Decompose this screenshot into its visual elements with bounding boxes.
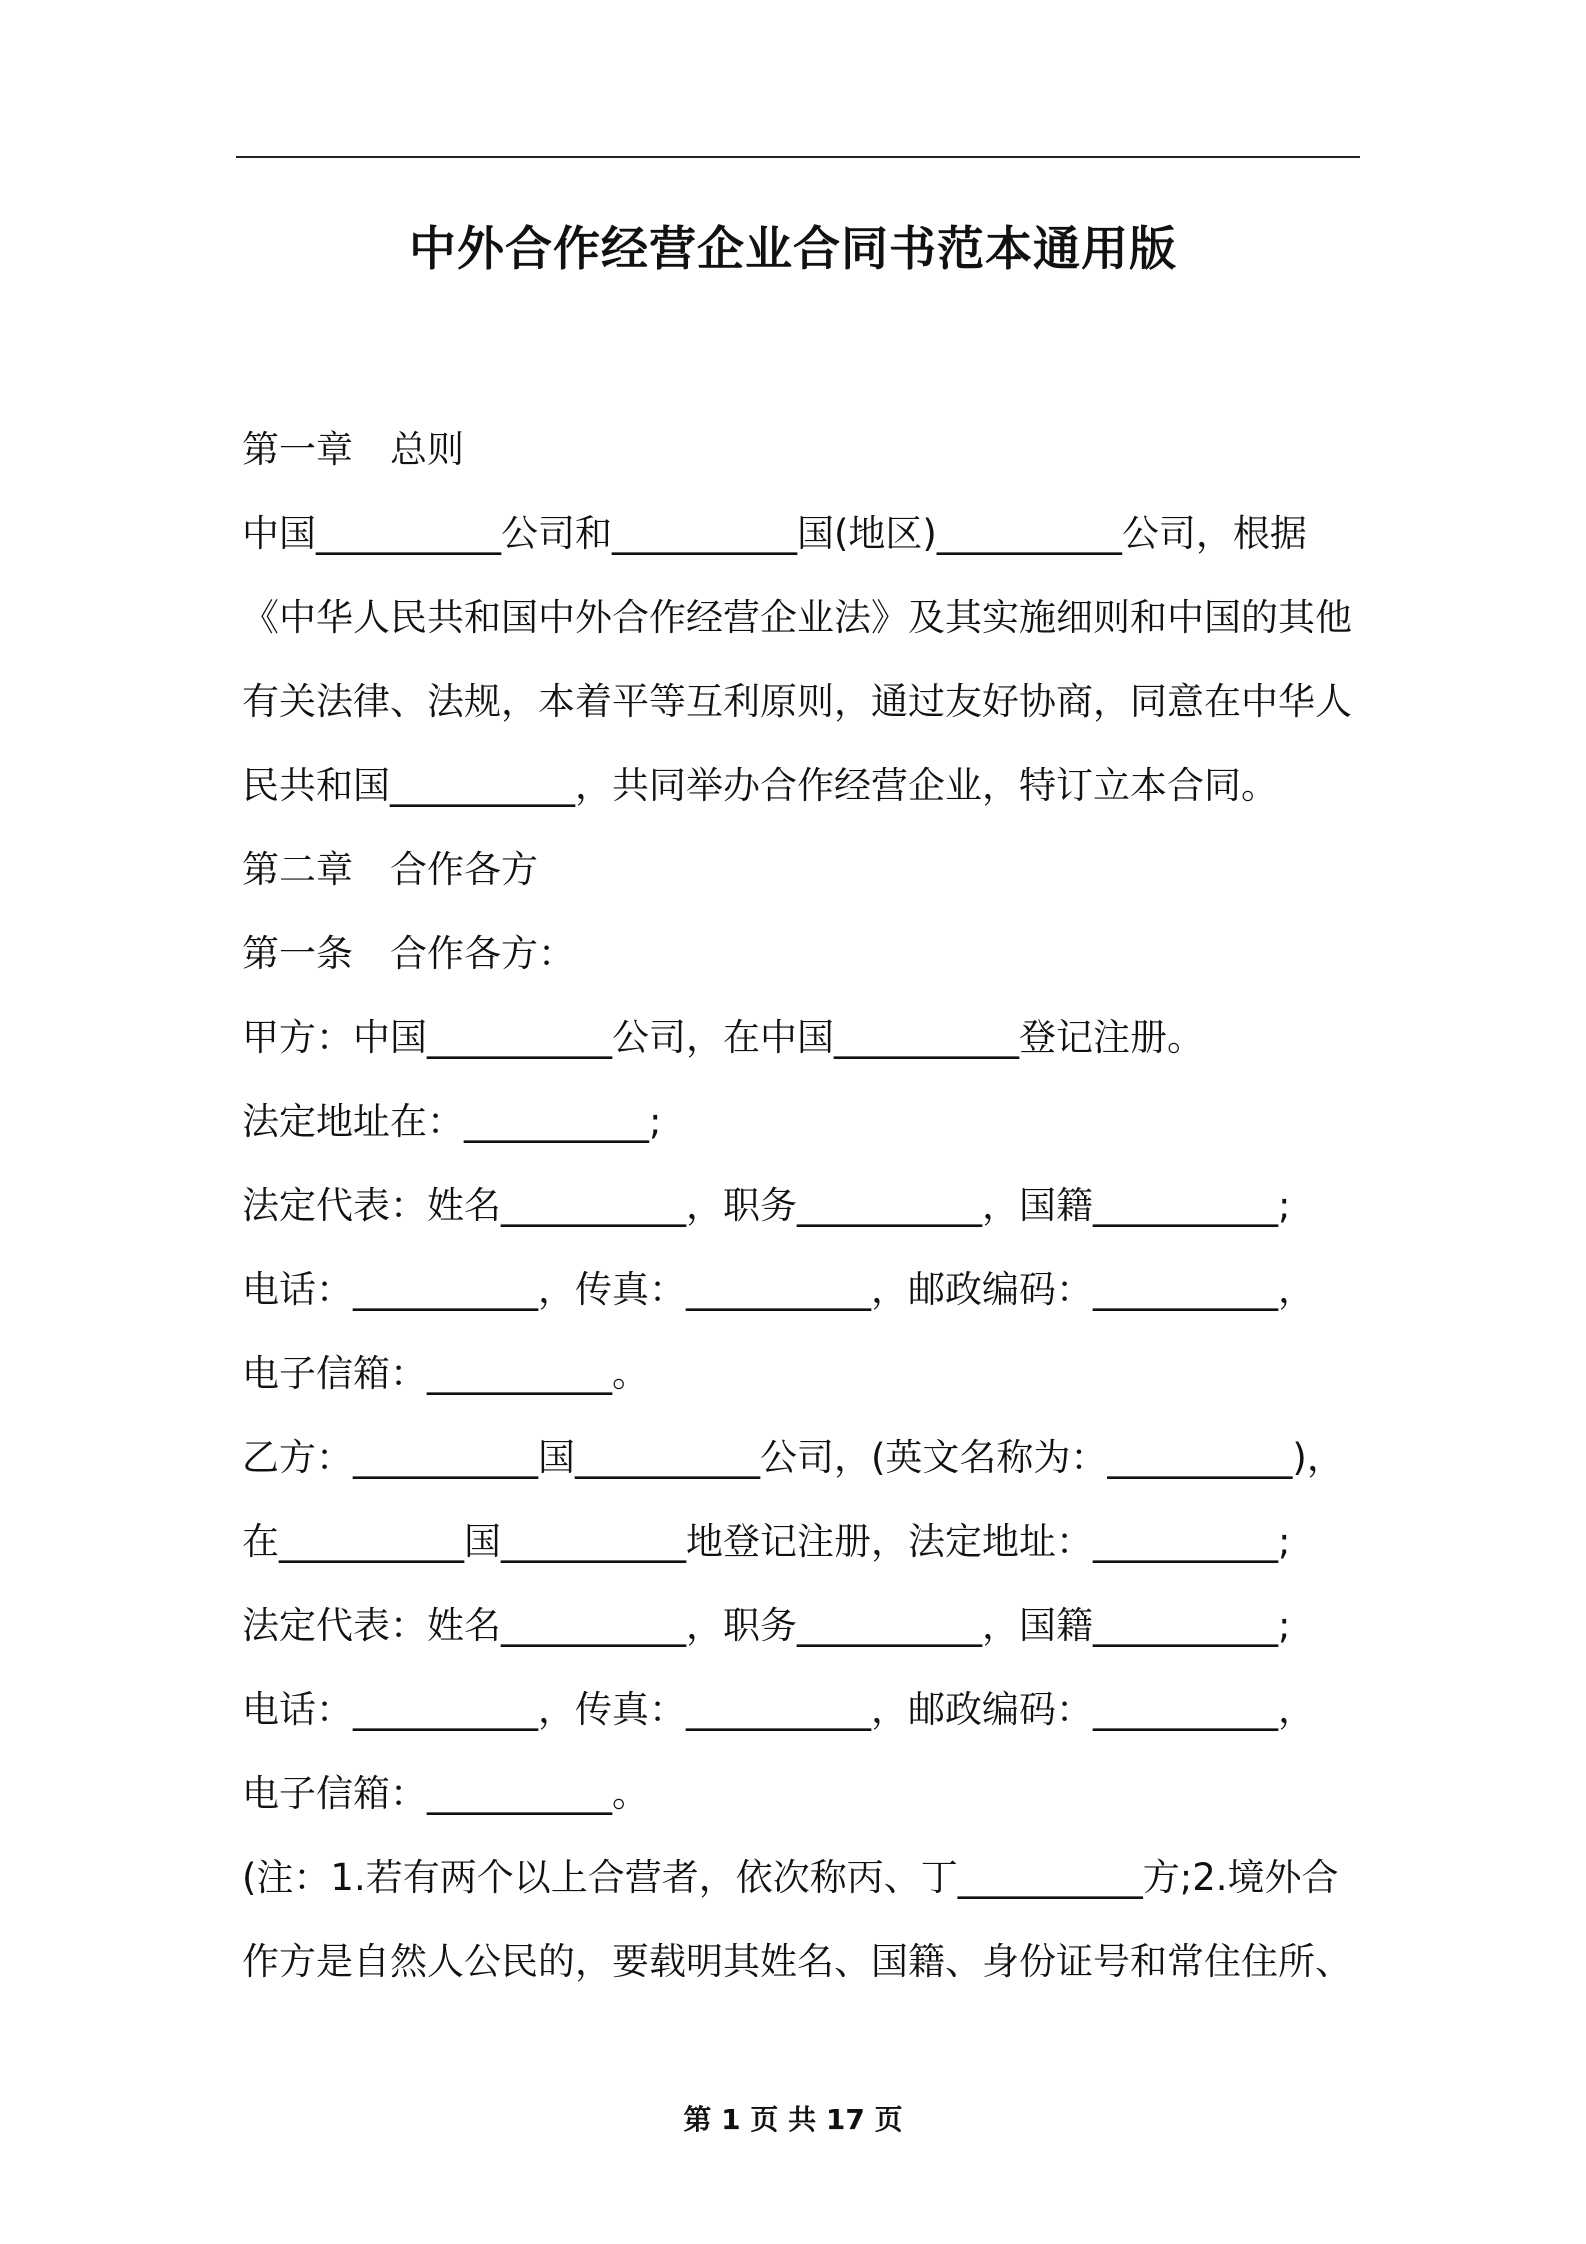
article-heading: 第一条 合作各方： — [242, 932, 575, 975]
party-b-line: 乙方：__________国__________公司，(英文名称为：__________)， — [242, 1436, 1344, 1479]
document-title: 中外合作经营企业合同书范本通用版 — [409, 222, 1177, 277]
body-line: 电子信箱：__________。 — [242, 1352, 649, 1395]
body-line: 民共和国__________，共同举办合作经营企业，特订立本合同。 — [242, 764, 1278, 807]
body-line: 法定代表：姓名__________，职务__________，国籍__________; — [242, 1604, 1291, 1647]
body-line: 法定代表：姓名__________，职务__________，国籍__________; — [242, 1184, 1291, 1227]
body-line: 电话：__________，传真：__________，邮政编码：__________， — [242, 1268, 1315, 1311]
body-line: 有关法律、法规，本着平等互利原则，通过友好协商，同意在中华人 — [242, 680, 1352, 723]
body-line: 法定地址在：__________; — [242, 1100, 662, 1143]
body-line: 中国__________公司和__________国(地区)__________公司，根据 — [242, 512, 1307, 555]
body-line: 电子信箱：__________。 — [242, 1772, 649, 1815]
chapter-heading-general: 第一章 总则 — [242, 428, 464, 471]
body-line: 在__________国__________地登记注册，法定地址：__________; — [242, 1520, 1291, 1563]
document-body — [242, 408, 1358, 2004]
party-a-line: 甲方：中国__________公司，在中国__________登记注册。 — [242, 1016, 1204, 1059]
header-rule — [236, 156, 1360, 158]
body-line: 电话：__________，传真：__________，邮政编码：__________， — [242, 1688, 1315, 1731]
body-line: 《中华人民共和国中外合作经营企业法》及其实施细则和中国的其他 — [242, 596, 1352, 639]
page-number-footer: 第 1 页 共 17 页 — [683, 2103, 903, 2136]
chapter-heading-parties: 第二章 合作各方 — [242, 848, 538, 891]
note-line: (注：1.若有两个以上合营者，依次称丙、丁__________方;2.境外合 — [242, 1856, 1339, 1899]
note-line: 作方是自然人公民的，要载明其姓名、国籍、身份证号和常住住所、 — [242, 1940, 1352, 1983]
